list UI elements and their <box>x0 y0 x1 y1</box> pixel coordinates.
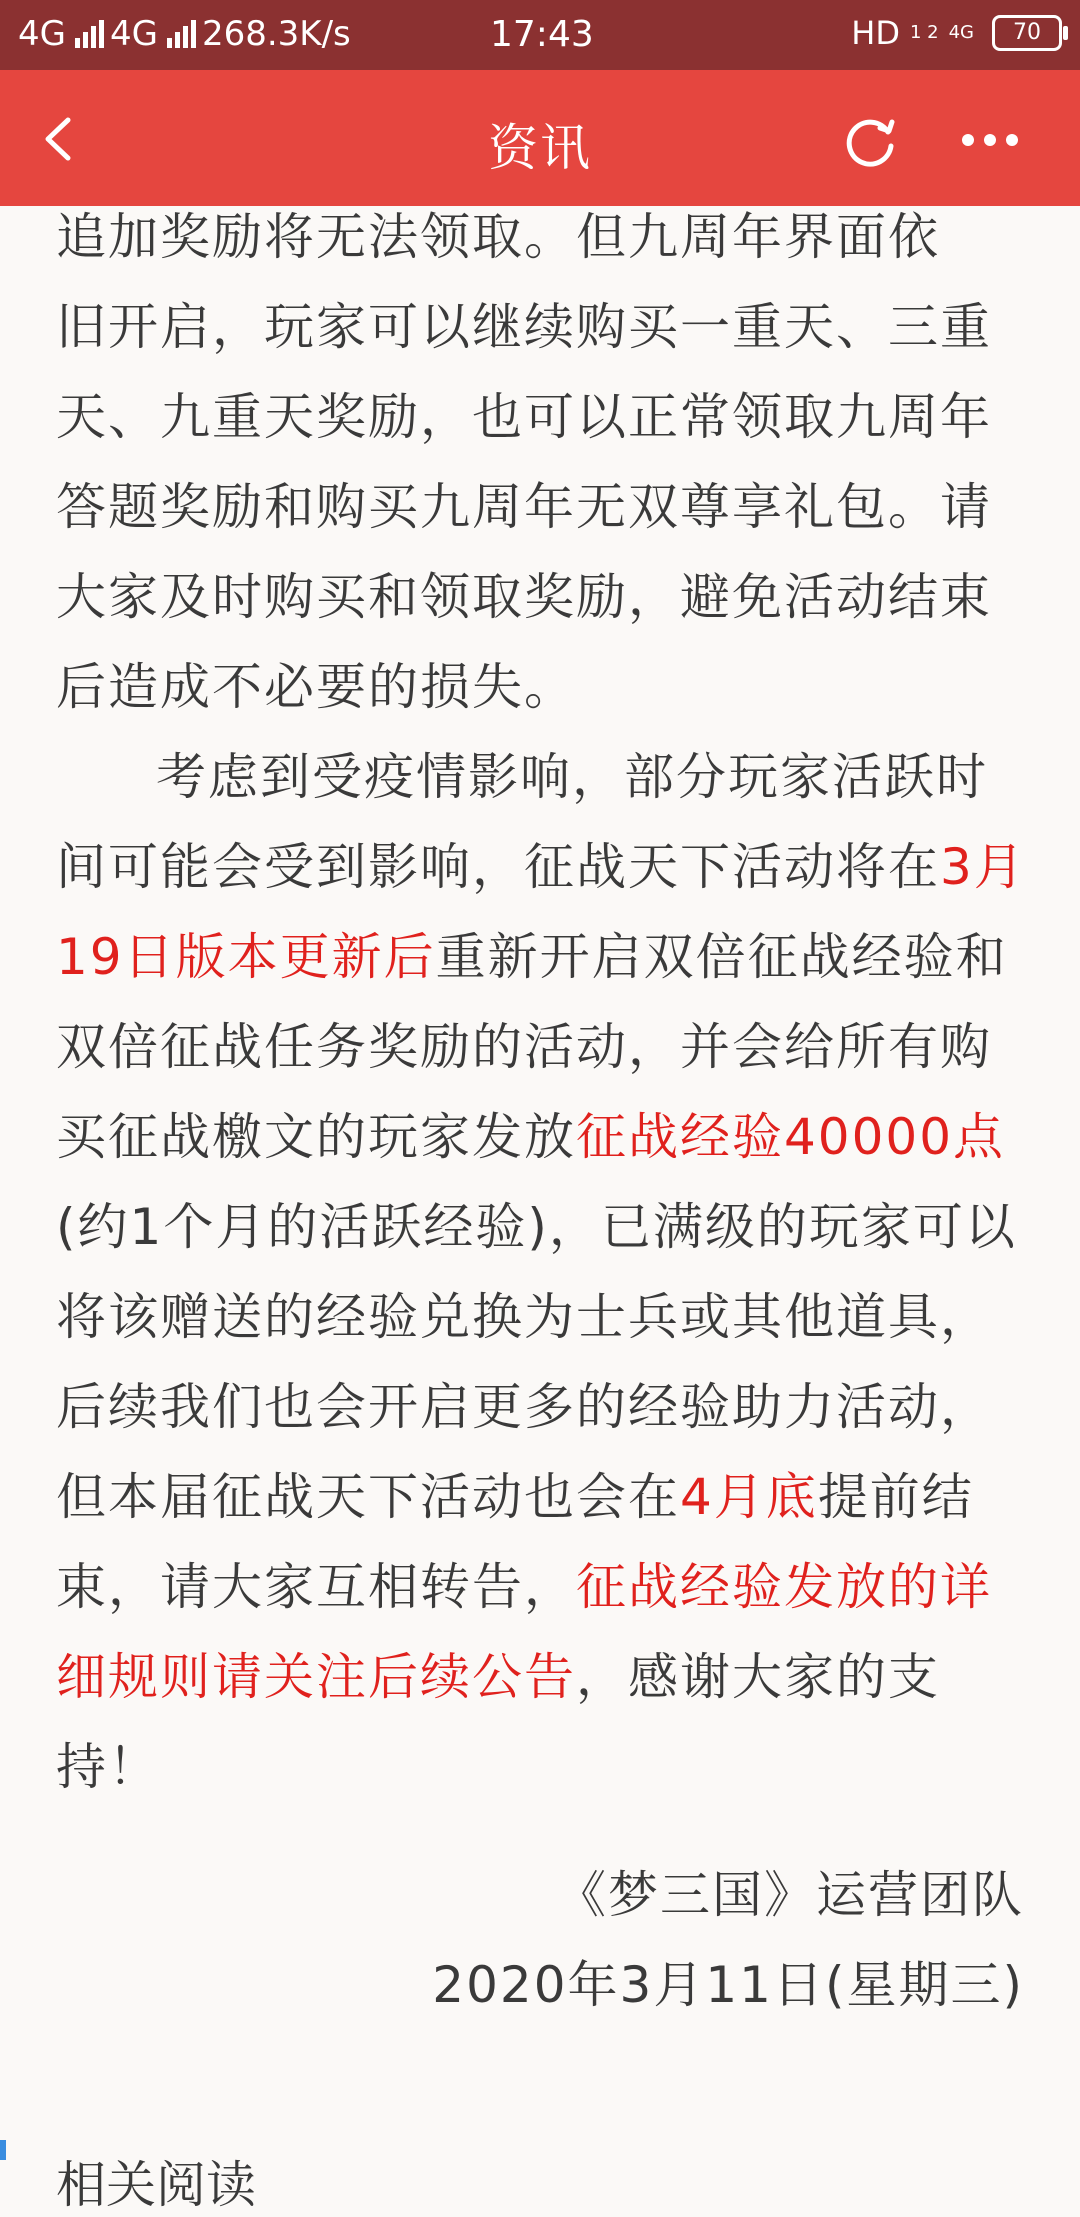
highlight-end-date: 4月底 <box>680 1468 818 1526</box>
system-indicators <box>851 14 1062 52</box>
net-speed: 268.3K/s <box>201 14 351 54</box>
paragraph-2-text-3: (约1个月的活跃经验)，已满级的玩家可以将该赠送的经验兑换为士兵或其他道具，后续我们也会开启更多的经验助力活动，但本届征战天下活动也会在 <box>56 1198 1017 1526</box>
signal-icon-2 <box>164 20 196 48</box>
paragraph-1-first-line: 追加奖励将无法领取。但九周年界面依 <box>56 208 940 266</box>
signal-icon <box>72 20 104 48</box>
network-type-2: 4G <box>109 14 158 54</box>
article-body[interactable] <box>0 190 1080 2214</box>
paragraph-2-text-5: ，感谢大家的支持！ <box>56 1648 940 1796</box>
more-icon[interactable] <box>958 110 1022 170</box>
network-type-1: 4G <box>18 14 66 54</box>
clock: 17:43 <box>490 14 594 55</box>
highlight-rules-notice: 征战经验发放的详细规则请关注后续公告 <box>56 1558 992 1706</box>
refresh-icon[interactable] <box>840 110 900 170</box>
page-title: 资讯 <box>488 119 592 177</box>
article-paragraph-1 <box>56 192 1026 732</box>
article-paragraph-2 <box>56 732 1026 1812</box>
status-bar <box>0 0 1080 70</box>
paragraph-1-text: 旧开启，玩家可以继续购买一重天、三重天、九重天奖励，也可以正常领取九周年答题奖励和购买九周年无双尊享礼包。请大家及时购买和领取奖励，避免活动结束后造成不必要的损失。 <box>56 298 992 716</box>
hd-indicator: HD <box>851 14 900 52</box>
related-reading-heading: 相关阅读 <box>56 2156 256 2214</box>
paragraph-2-text-2: 重新开启双倍征战经验和双倍征战任务奖励的活动，并会给所有购买征战檄文的玩家发放 <box>56 928 1008 1166</box>
highlight-update-date: 3月19日版本更新后 <box>56 838 1026 986</box>
net-small-indicator: 4G <box>948 22 974 43</box>
app-header <box>0 70 1080 206</box>
hd-sub-indicator: 1 2 <box>909 22 939 43</box>
article-text <box>56 192 1026 1812</box>
highlight-exp-amount: 征战经验40000点 <box>576 1108 1006 1166</box>
battery-icon <box>992 15 1062 51</box>
edge-indicator <box>0 2140 6 2160</box>
paragraph-2-text-1: 考虑到受疫情影响，部分玩家活跃时间可能会受到影响，征战天下活动将在 <box>56 748 988 896</box>
signature-team: 《梦三国》运营团队 <box>556 1866 1024 1924</box>
signature-date: 2020年3月11日(星期三) <box>432 1956 1024 2014</box>
paragraph-2-text-4: 提前结束，请大家互相转告， <box>56 1468 974 1616</box>
network-status <box>18 14 357 54</box>
battery-level: 70 <box>1013 20 1041 45</box>
